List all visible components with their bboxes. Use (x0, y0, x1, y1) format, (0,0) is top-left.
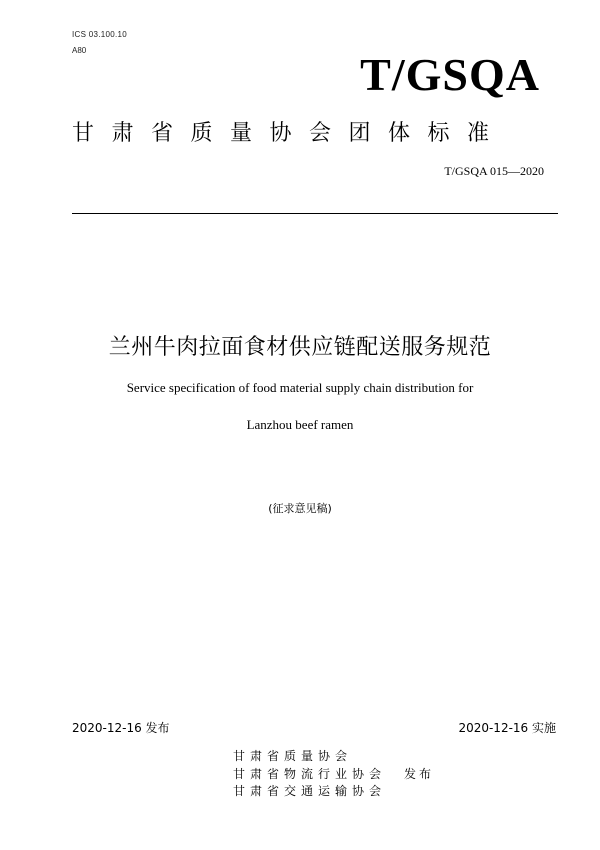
implement-date: 2020-12-16 实施 (458, 721, 556, 735)
document-title-english-line1: Service specification of food material supply chain distribution for (126, 380, 474, 395)
draft-status: (征求意见稿) (268, 502, 332, 515)
standard-number: T/GSQA 015—2020 (444, 164, 544, 178)
issuer-2: 甘肃省物流行业协会 (233, 767, 387, 781)
standard-logo: T/GSQA (360, 49, 540, 100)
header-divider (72, 213, 558, 214)
ics-code: ICS 03.100.10 (72, 30, 128, 39)
issuer-3: 甘肃省交通运输协会 (233, 784, 387, 798)
ccs-code: A80 (72, 46, 87, 55)
document-title-chinese: 兰州牛肉拉面食材供应链配送服务规范 (108, 335, 492, 360)
organization-title: 甘肃省质量协会团体标准 (72, 121, 507, 146)
issue-label: 发布 (404, 767, 435, 781)
publish-date: 2020-12-16 发布 (72, 721, 170, 735)
document-title-english-line2: Lanzhou beef ramen (246, 417, 354, 432)
issuer-1: 甘肃省质量协会 (233, 749, 353, 763)
